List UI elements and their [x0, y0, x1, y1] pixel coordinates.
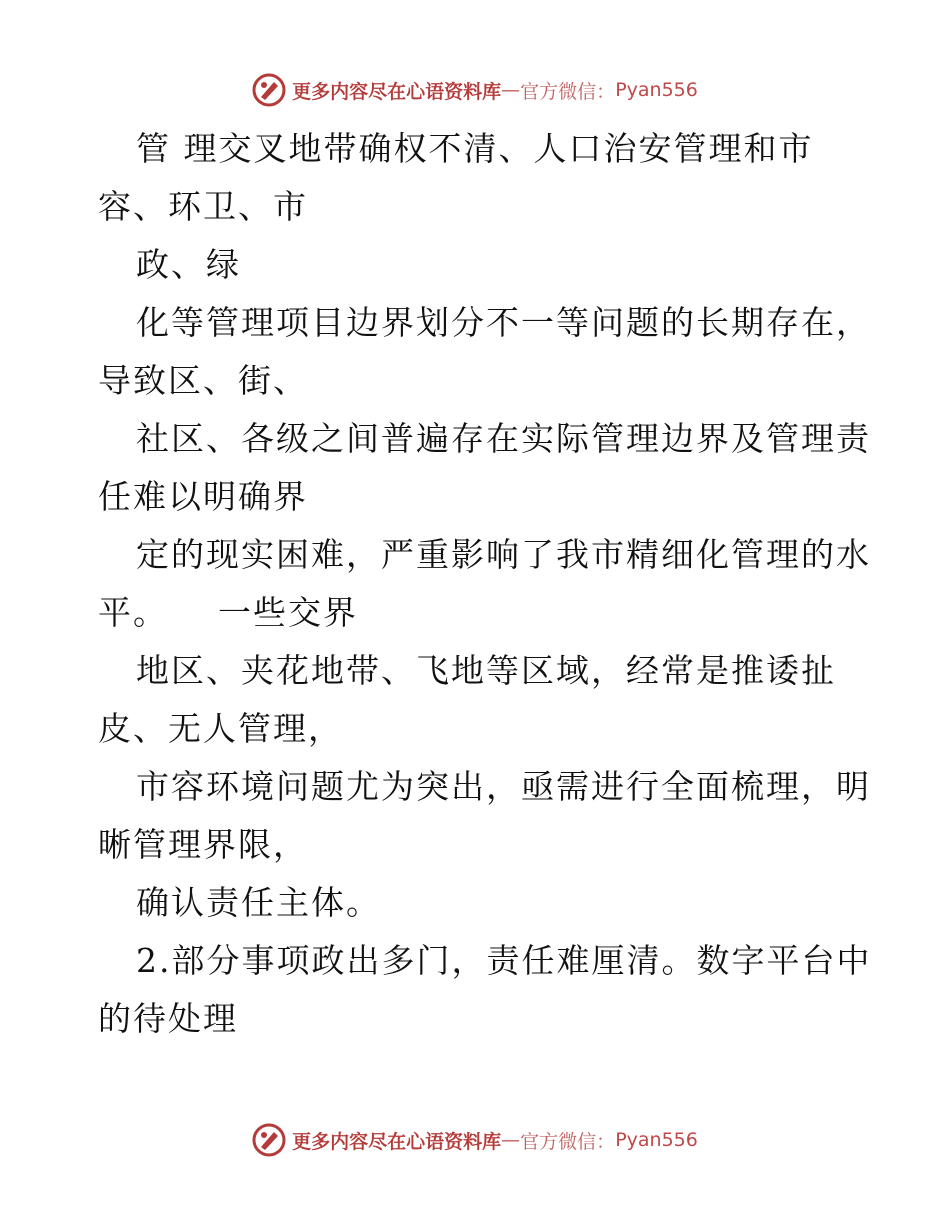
watermark-title: 更多内容尽在心语资料库 [292, 80, 502, 103]
text-line: 导致区、街、 [98, 361, 308, 400]
watermark-wechat-label: 官方微信： [520, 80, 616, 103]
text-line: 定的现实困难，严重影响了我市精细化管理的水 [136, 535, 871, 574]
pen-logo-icon [252, 1123, 286, 1157]
text-line: 晰管理界限， [98, 825, 308, 864]
text-line: 任难以明确界 [98, 477, 308, 516]
watermark-wechat-label: 官方微信： [520, 1130, 616, 1153]
text-line: 管 理交叉地带确权不清、人口治安管理和市 [136, 129, 814, 168]
footer-watermark [0, 1120, 950, 1160]
text-line: 确认责任主体。 [136, 883, 381, 922]
watermark-wechat-id: Pyan556 [615, 79, 698, 101]
text-line: 政、绿 [136, 245, 241, 284]
pen-logo-icon [252, 73, 286, 107]
text-line: 容、环卫、市 [98, 187, 308, 226]
text-line: 的待处理 [98, 999, 238, 1038]
text-line: 2.部分事项政出多门，责任难厘清。数字平台中 [136, 941, 872, 980]
watermark-title: 更多内容尽在心语资料库 [292, 1130, 502, 1153]
text-line: 平。 一些交界 [98, 593, 358, 632]
header-watermark [0, 70, 950, 110]
text-line: 地区、夹花地带、飞地等区域，经常是推诿扯 [136, 651, 836, 690]
text-line: 市容环境问题尤为突出，亟需进行全面梳理，明 [136, 767, 871, 806]
watermark-wechat-id: Pyan556 [615, 1129, 698, 1151]
text-line: 化等管理项目边界划分不一等问题的长期存在， [136, 303, 871, 342]
document-body [98, 120, 872, 1048]
text-line: 皮、无人管理， [98, 709, 343, 748]
watermark-separator: — [501, 79, 521, 101]
watermark-separator: — [501, 1129, 521, 1151]
text-line: 社区、各级之间普遍存在实际管理边界及管理责 [136, 419, 871, 458]
